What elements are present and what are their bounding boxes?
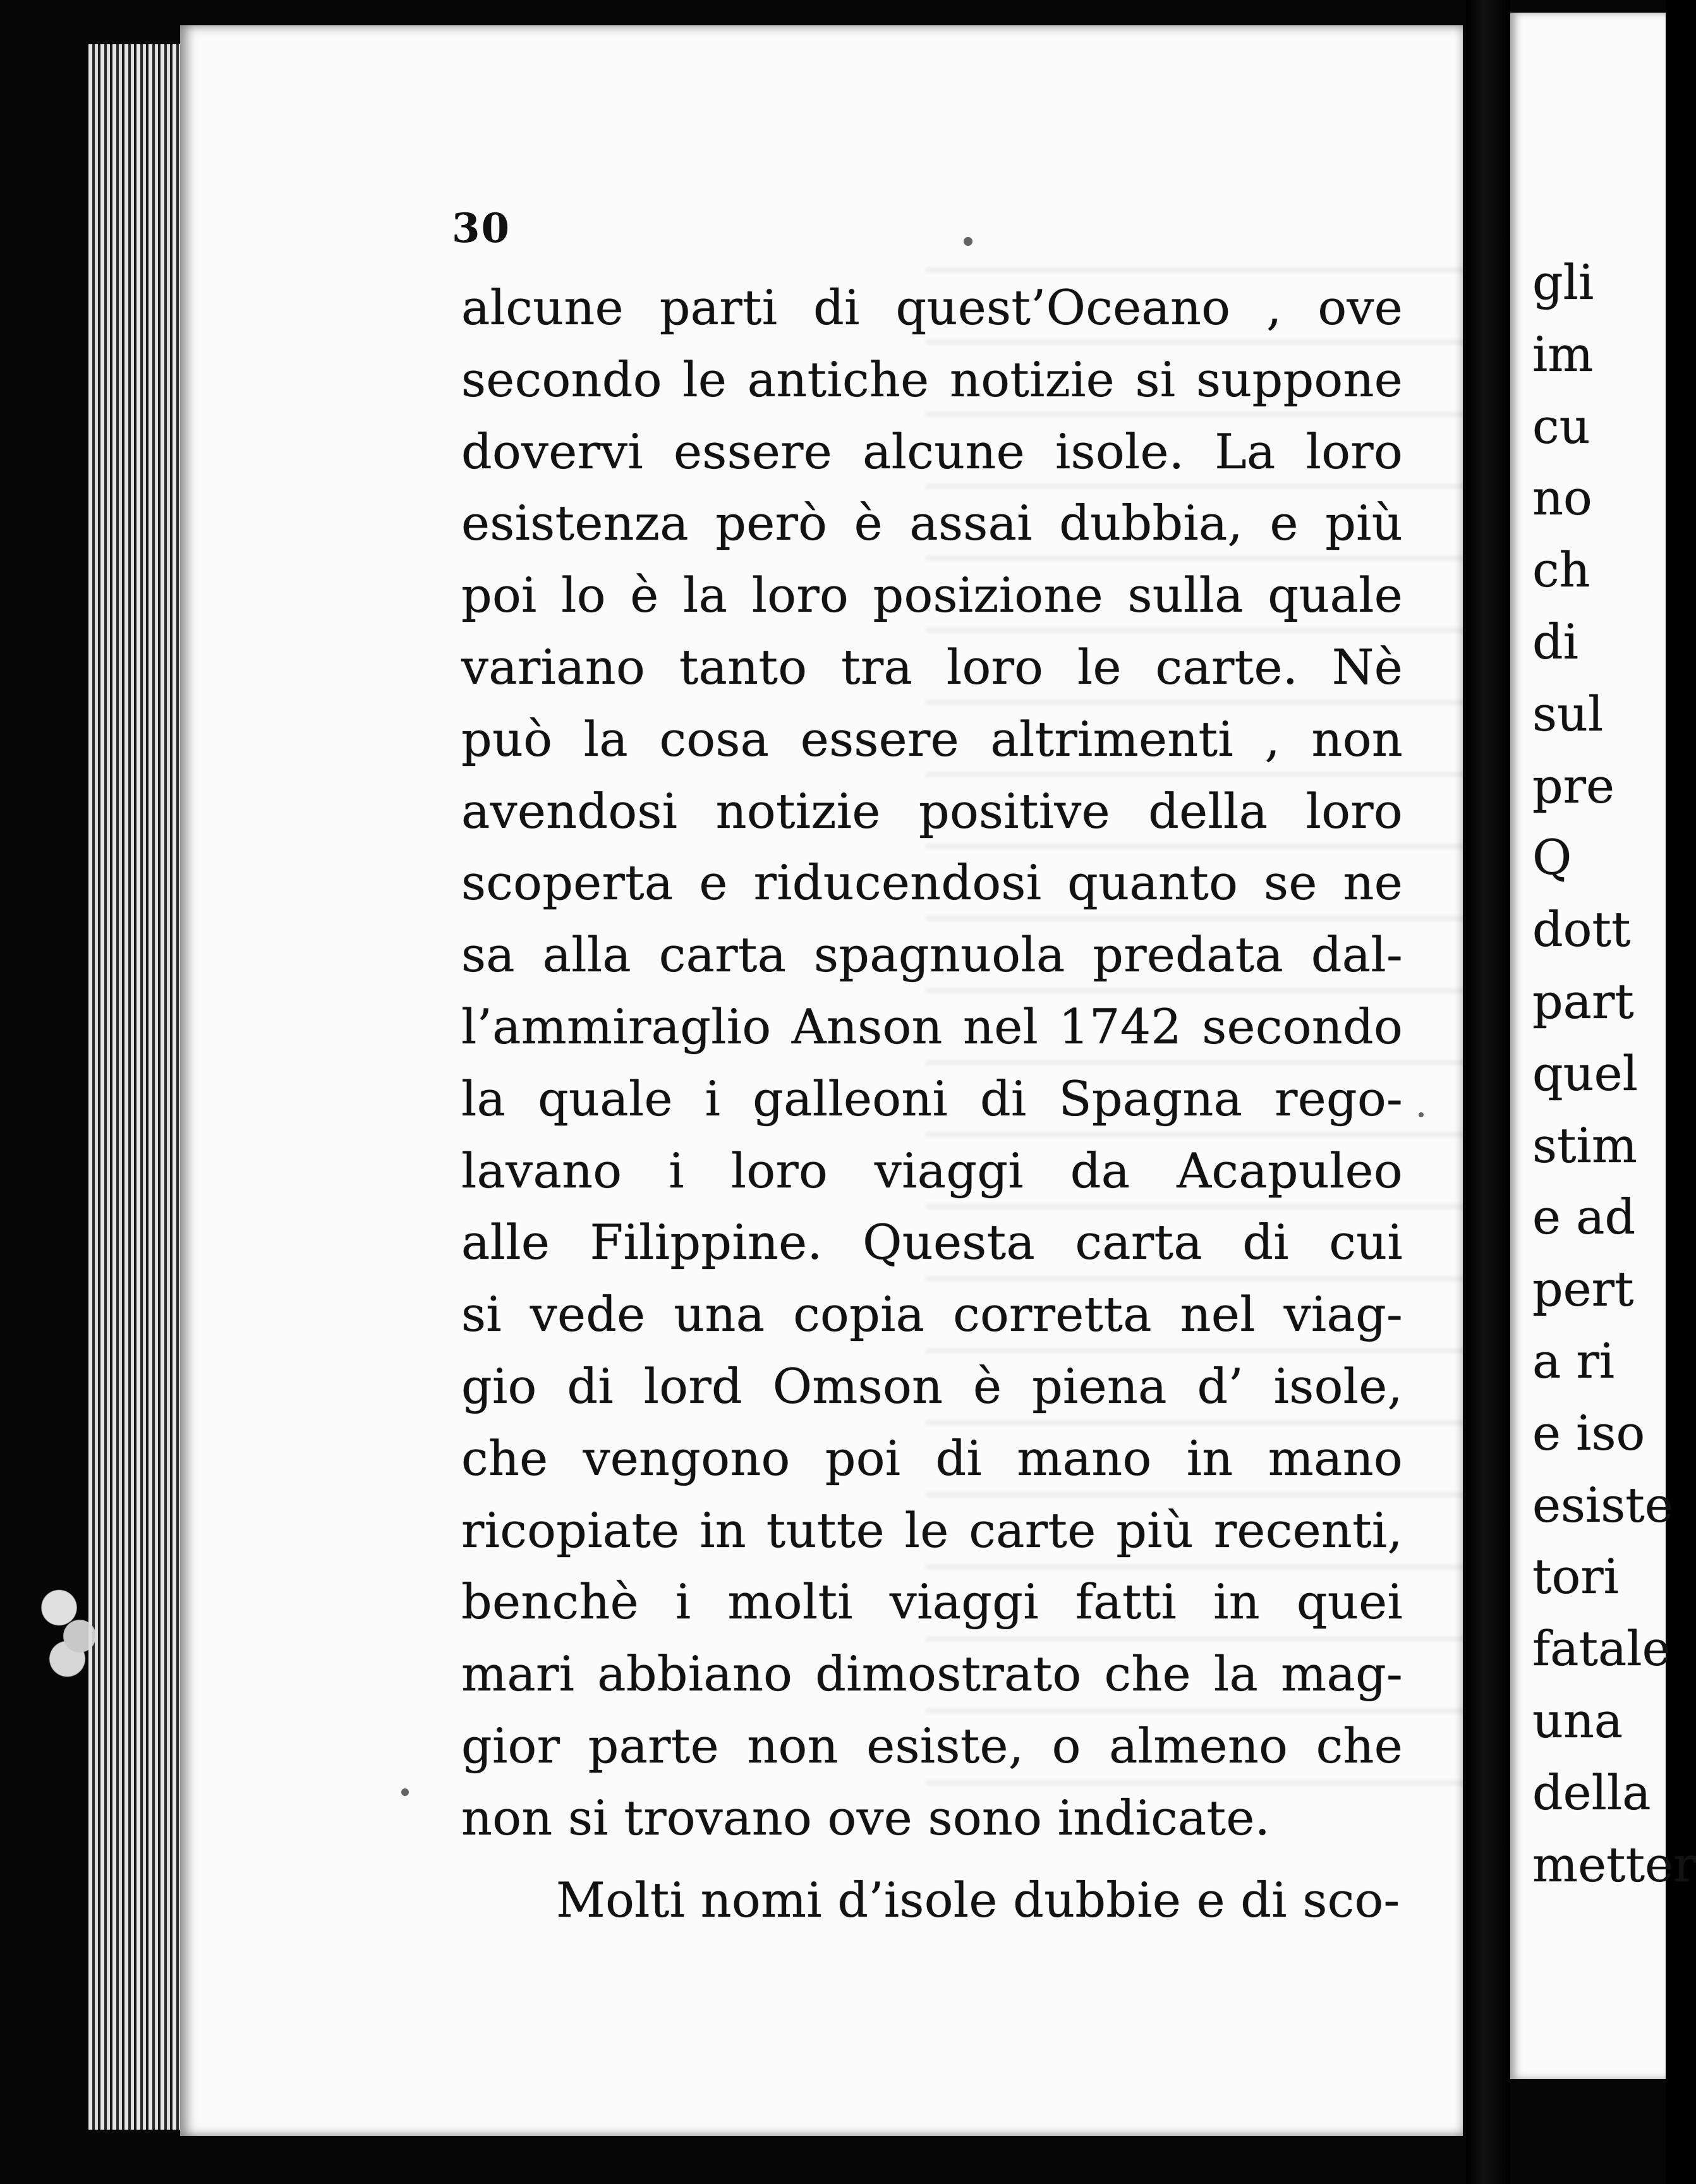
facing-text-line: e iso	[1532, 1404, 1645, 1461]
facing-page-text-fragments	[1532, 246, 1696, 1900]
facing-text-line: stim	[1532, 1117, 1637, 1174]
text-line: lavano i loro viaggi da Acapuleo	[461, 1142, 1403, 1199]
paper-speck	[964, 237, 972, 246]
facing-text-line: quel	[1532, 1045, 1638, 1101]
text-line: mari abbiano dimostrato che la mag-	[461, 1646, 1403, 1702]
text-line: può la cosa essere altrimenti , non	[461, 710, 1403, 767]
text-line: si vede una copia corretta nel viag-	[461, 1286, 1403, 1343]
facing-text-line: pert	[1532, 1261, 1634, 1318]
facing-text-line: fatale	[1532, 1620, 1671, 1677]
facing-text-line: ch	[1532, 542, 1590, 598]
facing-text-line: part	[1532, 973, 1634, 1029]
text-line: che vengono poi di mano in mano	[461, 1429, 1403, 1486]
text-line: esistenza però è assai dubbia, e più	[461, 495, 1403, 552]
facing-text-line: dott	[1532, 901, 1631, 958]
text-line: l’ammiraglio Anson nel 1742 secondo	[461, 998, 1403, 1055]
text-line: la quale i galleoni di Spagna rego-	[461, 1070, 1403, 1127]
text-line: ricopiate in tutte le carte più recenti,	[461, 1502, 1403, 1558]
facing-text-line: e ad	[1532, 1189, 1636, 1246]
text-line: avendosi notizie positive della loro	[461, 782, 1403, 839]
facing-text-line: tori	[1532, 1548, 1619, 1605]
facing-text-line: a ri	[1532, 1332, 1615, 1389]
paper-speck	[401, 1788, 409, 1796]
facing-text-line: metter	[1532, 1836, 1696, 1893]
facing-text-line: sul	[1532, 685, 1604, 742]
facing-text-line: una	[1532, 1692, 1623, 1749]
text-line: dovervi essere alcune isole. La loro	[461, 423, 1403, 480]
text-line: poi lo è la loro posizione sulla quale	[461, 567, 1403, 624]
text-line: benchè i molti viaggi fatti in quei	[461, 1574, 1403, 1630]
text-line: secondo le antiche notizie si suppone	[461, 351, 1403, 408]
page-number: 30	[452, 205, 511, 252]
text-line: alle Filippine. Questa carta di cui	[461, 1214, 1403, 1271]
facing-text-line: della	[1532, 1764, 1651, 1821]
facing-text-line: esiste	[1532, 1476, 1673, 1533]
paragraph-start-line: Molti nomi d’isole dubbie e di sco-	[556, 1871, 1400, 1928]
facing-text-line: no	[1532, 470, 1592, 526]
book-gutter	[1466, 0, 1510, 2184]
paper-damage-mark	[30, 1574, 112, 1687]
text-line: variano tanto tra loro le carte. Nè	[461, 638, 1403, 695]
facing-text-line: cu	[1532, 397, 1590, 454]
page-text-block	[461, 272, 1403, 1936]
facing-text-line: Q	[1532, 829, 1572, 886]
facing-text-line: im	[1532, 325, 1594, 382]
text-line: alcune parti di quest’Oceano , ove	[461, 279, 1403, 336]
paper-speck	[1419, 1112, 1424, 1117]
facing-text-line: di	[1532, 613, 1578, 670]
text-line: non si trovano ove sono indicate.	[461, 1789, 1271, 1846]
facing-text-line: gli	[1532, 254, 1594, 310]
facing-text-line: pre	[1532, 757, 1614, 814]
text-line: scoperta e riducendosi quanto se ne	[461, 854, 1403, 911]
right-book-page-fragment	[1510, 13, 1696, 2079]
text-line: sa alla carta spagnuola predata dal-	[461, 926, 1403, 983]
text-line: gio di lord Omson è piena d’ isole,	[461, 1357, 1403, 1414]
text-line: gior parte non esiste, o almeno che	[461, 1717, 1403, 1774]
